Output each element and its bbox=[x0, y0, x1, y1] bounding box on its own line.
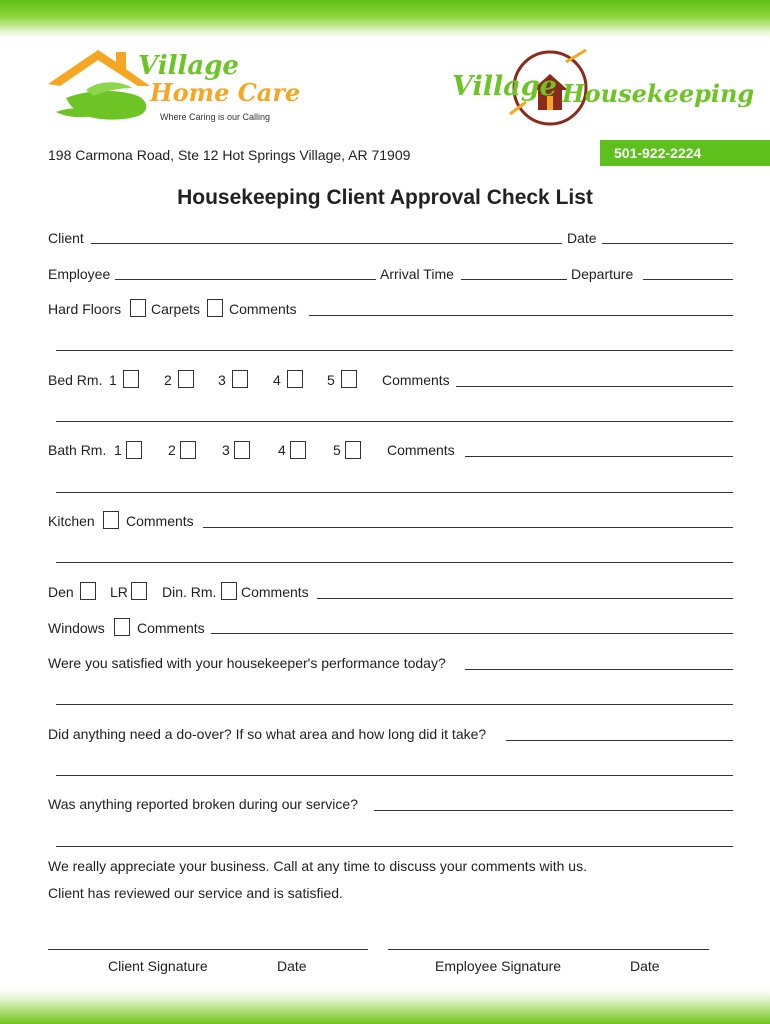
broken-answer-field[interactable] bbox=[374, 810, 733, 811]
employee-signature-label: Employee Signature bbox=[435, 958, 562, 974]
bath-num-2: 2 bbox=[168, 442, 176, 458]
departure-label: Departure bbox=[571, 266, 634, 282]
kitchen-comments-label: Comments bbox=[126, 513, 194, 529]
doover-answer-line2[interactable] bbox=[56, 775, 733, 776]
client-label: Client bbox=[48, 230, 84, 246]
windows-comments-label: Comments bbox=[137, 620, 205, 636]
satisfied-question: Were you satisfied with your housekeeper's performance today? bbox=[48, 655, 446, 671]
bed-num-2: 2 bbox=[164, 372, 172, 388]
lr-checkbox[interactable] bbox=[131, 582, 147, 600]
hard-floors-checkbox[interactable] bbox=[130, 299, 146, 317]
kitchen-label: Kitchen bbox=[48, 513, 95, 529]
bath-2-checkbox[interactable] bbox=[180, 441, 196, 459]
phone-number: 501-922-2224 bbox=[600, 140, 770, 166]
bath-5-checkbox[interactable] bbox=[345, 441, 361, 459]
bed-2-checkbox[interactable] bbox=[178, 370, 194, 388]
den-comments-field[interactable] bbox=[317, 598, 733, 599]
din-label: Din. Rm. bbox=[162, 584, 217, 600]
bed-num-1: 1 bbox=[109, 372, 117, 388]
hard-floors-label: Hard Floors bbox=[48, 301, 122, 317]
client-signature-date-label: Date bbox=[277, 958, 307, 974]
carpets-checkbox[interactable] bbox=[207, 299, 223, 317]
din-checkbox[interactable] bbox=[221, 582, 237, 600]
bed-label: Bed Rm. bbox=[48, 372, 103, 388]
floors-comments-label: Comments bbox=[229, 301, 297, 317]
closing-line-2: Client has reviewed our service and is satisfied. bbox=[48, 885, 343, 901]
date-field[interactable] bbox=[602, 243, 733, 244]
departure-field[interactable] bbox=[643, 279, 733, 280]
bath-num-1: 1 bbox=[114, 442, 122, 458]
date-label: Date bbox=[567, 230, 597, 246]
kitchen-checkbox[interactable] bbox=[103, 511, 119, 529]
bath-num-4: 4 bbox=[278, 442, 286, 458]
employee-signature-date-label: Date bbox=[630, 958, 660, 974]
bath-3-checkbox[interactable] bbox=[234, 441, 250, 459]
kitchen-comments-line2[interactable] bbox=[56, 562, 733, 563]
bed-comments-field[interactable] bbox=[456, 386, 733, 387]
bath-num-5: 5 bbox=[333, 442, 341, 458]
broken-answer-line2[interactable] bbox=[56, 846, 733, 847]
den-checkbox[interactable] bbox=[80, 582, 96, 600]
employee-field[interactable] bbox=[115, 279, 376, 280]
floors-comments-line2[interactable] bbox=[56, 350, 733, 351]
bath-4-checkbox[interactable] bbox=[290, 441, 306, 459]
bed-num-3: 3 bbox=[218, 372, 226, 388]
arrival-field[interactable] bbox=[461, 279, 567, 280]
bottom-green-band bbox=[0, 990, 770, 1024]
page-title: Housekeeping Client Approval Check List bbox=[177, 186, 593, 209]
logo-left-line2: Home Care bbox=[150, 78, 301, 107]
client-signature-line[interactable] bbox=[48, 949, 368, 950]
client-signature-label: Client Signature bbox=[108, 958, 208, 974]
doover-question: Did anything need a do-over? If so what area and how long did it take? bbox=[48, 726, 487, 742]
kitchen-comments-field[interactable] bbox=[203, 527, 733, 528]
client-field[interactable] bbox=[91, 243, 562, 244]
bed-comments-line2[interactable] bbox=[56, 421, 733, 422]
lr-label: LR bbox=[110, 584, 128, 600]
windows-label: Windows bbox=[48, 620, 105, 636]
windows-comments-field[interactable] bbox=[211, 633, 733, 634]
bed-comments-label: Comments bbox=[382, 372, 450, 388]
top-green-band bbox=[0, 0, 770, 38]
employee-label: Employee bbox=[48, 266, 111, 282]
satisfied-answer-field[interactable] bbox=[465, 669, 733, 670]
carpets-label: Carpets bbox=[151, 301, 201, 317]
bed-num-5: 5 bbox=[327, 372, 335, 388]
bath-comments-line2[interactable] bbox=[56, 492, 733, 493]
arrival-label: Arrival Time bbox=[380, 266, 454, 282]
bed-4-checkbox[interactable] bbox=[287, 370, 303, 388]
logo-tagline: Where Caring is our Calling bbox=[160, 112, 271, 122]
employee-signature-line[interactable] bbox=[388, 949, 709, 950]
address: 198 Carmona Road, Ste 12 Hot Springs Village, AR 71909 bbox=[48, 147, 411, 163]
doover-answer-field[interactable] bbox=[506, 740, 733, 741]
broken-question: Was anything reported broken during our service? bbox=[48, 796, 358, 812]
bath-num-3: 3 bbox=[222, 442, 230, 458]
bath-1-checkbox[interactable] bbox=[126, 441, 142, 459]
logo-right-word2: Housekeeping bbox=[562, 79, 755, 108]
bed-1-checkbox[interactable] bbox=[123, 370, 139, 388]
closing-line-1: We really appreciate your business. Call at any time to discuss your comments with us. bbox=[48, 858, 587, 874]
bed-num-4: 4 bbox=[273, 372, 281, 388]
satisfied-answer-line2[interactable] bbox=[56, 704, 733, 705]
bath-comments-label: Comments bbox=[387, 442, 455, 458]
bed-3-checkbox[interactable] bbox=[232, 370, 248, 388]
logo-right-word1: Village bbox=[452, 71, 557, 102]
logo-left-line1: Village bbox=[138, 51, 239, 81]
bath-comments-field[interactable] bbox=[465, 456, 733, 457]
den-label: Den bbox=[48, 584, 74, 600]
bed-5-checkbox[interactable] bbox=[341, 370, 357, 388]
windows-checkbox[interactable] bbox=[114, 618, 130, 636]
floors-comments-field[interactable] bbox=[309, 315, 733, 316]
bath-label: Bath Rm. bbox=[48, 442, 107, 458]
den-comments-label: Comments bbox=[241, 584, 309, 600]
